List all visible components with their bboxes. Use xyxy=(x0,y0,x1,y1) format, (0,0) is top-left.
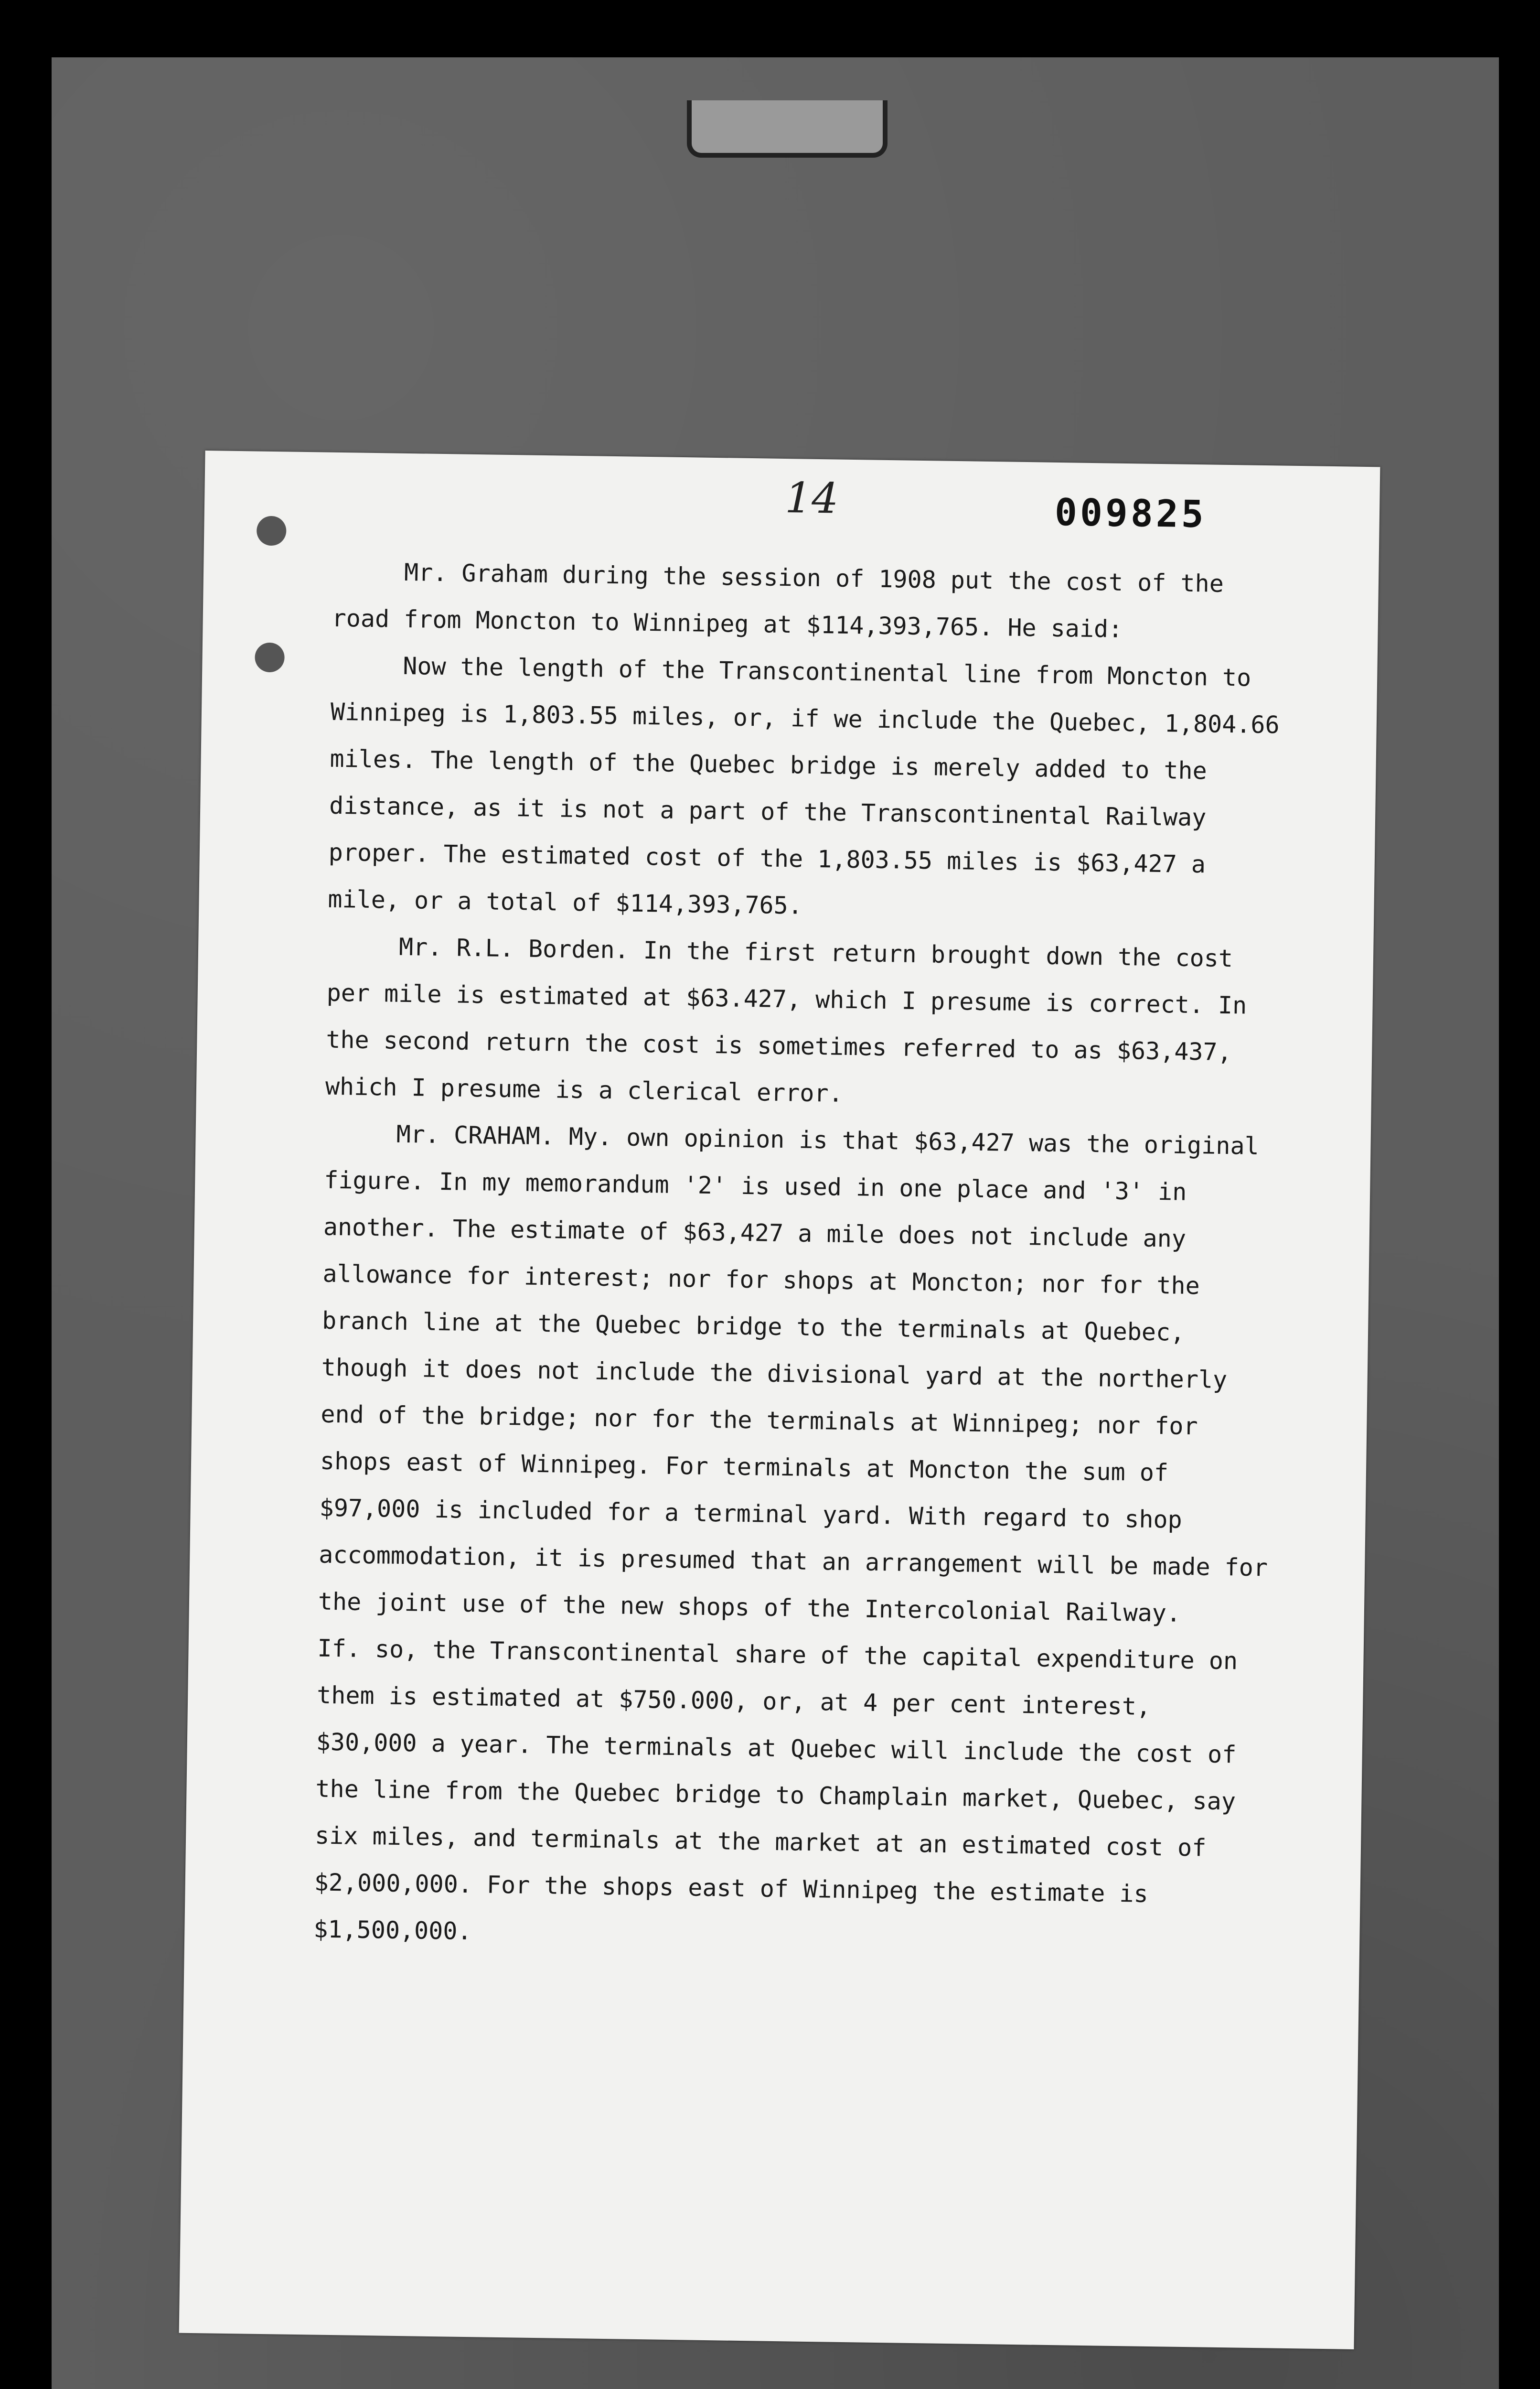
text-line: another. The estimate of $63,427 a mile does not include any xyxy=(323,1213,1187,1253)
paragraph xyxy=(325,923,1345,1124)
text-line: which I presume is a clerical error. xyxy=(325,1072,844,1108)
handwritten-page-number: 14 xyxy=(784,473,839,523)
text-line: though it does not include the divisional yard at the northerly xyxy=(321,1353,1228,1394)
text-line: $1,500,000. xyxy=(313,1915,472,1946)
text-line: If. so, the Transcontinental share of the capital expenditure on xyxy=(317,1634,1238,1675)
text-line: six miles, and terminals at the market at an estimated cost of xyxy=(314,1821,1207,1862)
paragraph xyxy=(328,642,1349,937)
text-line: end of the bridge; nor for the terminals at Winnipeg; nor for xyxy=(321,1400,1198,1441)
text-line: Now the length of the Transcontinental line from Moncton to xyxy=(402,652,1251,692)
text-line: the line from the Quebec bridge to Champlain market, Quebec, say xyxy=(315,1775,1236,1816)
text-line: the joint use of the new shops of the Intercolonial Railway. xyxy=(318,1587,1181,1627)
typed-body-text xyxy=(313,548,1350,1967)
text-line: Mr. R.L. Borden. In the first return brought down the cost xyxy=(398,933,1233,973)
text-line: Mr. Graham during the session of 1908 put the cost of the xyxy=(404,558,1224,598)
binder-clip xyxy=(687,100,888,158)
text-line: road from Moncton to Winnipeg at $114,393,765. He said: xyxy=(332,604,1123,643)
text-line: the second return the cost is sometimes referred to as $63,437, xyxy=(326,1025,1232,1066)
text-line: accommodation, it is presumed that an arrangement will be made for xyxy=(318,1540,1268,1582)
text-line: allowance for interest; nor for shops at Moncton; nor for the xyxy=(322,1259,1200,1300)
text-line: them is estimated at $750.000, or, at 4 per cent interest, xyxy=(316,1681,1151,1721)
text-line: per mile is estimated at $63.427, which I presume is correct. In xyxy=(326,979,1247,1020)
text-line: shops east of Winnipeg. For terminals at Moncton the sum of xyxy=(320,1447,1169,1487)
paragraph xyxy=(313,1110,1342,1967)
text-line: $30,000 a year. The terminals at Quebec will include the cost of xyxy=(316,1728,1237,1769)
punch-hole xyxy=(257,516,287,546)
document-page xyxy=(179,451,1380,2349)
paragraph xyxy=(332,548,1350,656)
text-line: Mr. CRAHAM. My. own opinion is that $63,427 was the original xyxy=(396,1120,1260,1160)
text-line: branch line at the Quebec bridge to the terminals at Quebec, xyxy=(321,1306,1185,1346)
text-line: distance, as it is not a part of the Transcontinental Railway xyxy=(329,791,1207,832)
text-line: $2,000,000. For the shops east of Winnipeg the estimate is xyxy=(314,1868,1148,1908)
text-line: figure. In my memorandum '2' is used in one place and '3' in xyxy=(323,1166,1187,1206)
punch-hole xyxy=(255,643,285,673)
text-line: proper. The estimated cost of the 1,803.55 miles is $63,427 a xyxy=(328,838,1206,879)
text-line: $97,000 is included for a terminal yard. With regard to shop xyxy=(319,1494,1183,1534)
stamp-number: 009825 xyxy=(1054,491,1207,537)
text-line: mile, or a total of $114,393,765. xyxy=(328,885,803,920)
text-line: Winnipeg is 1,803.55 miles, or, if we include the Quebec, 1,804.66 xyxy=(330,698,1280,739)
text-line: miles. The length of the Quebec bridge is merely added to the xyxy=(330,744,1208,785)
